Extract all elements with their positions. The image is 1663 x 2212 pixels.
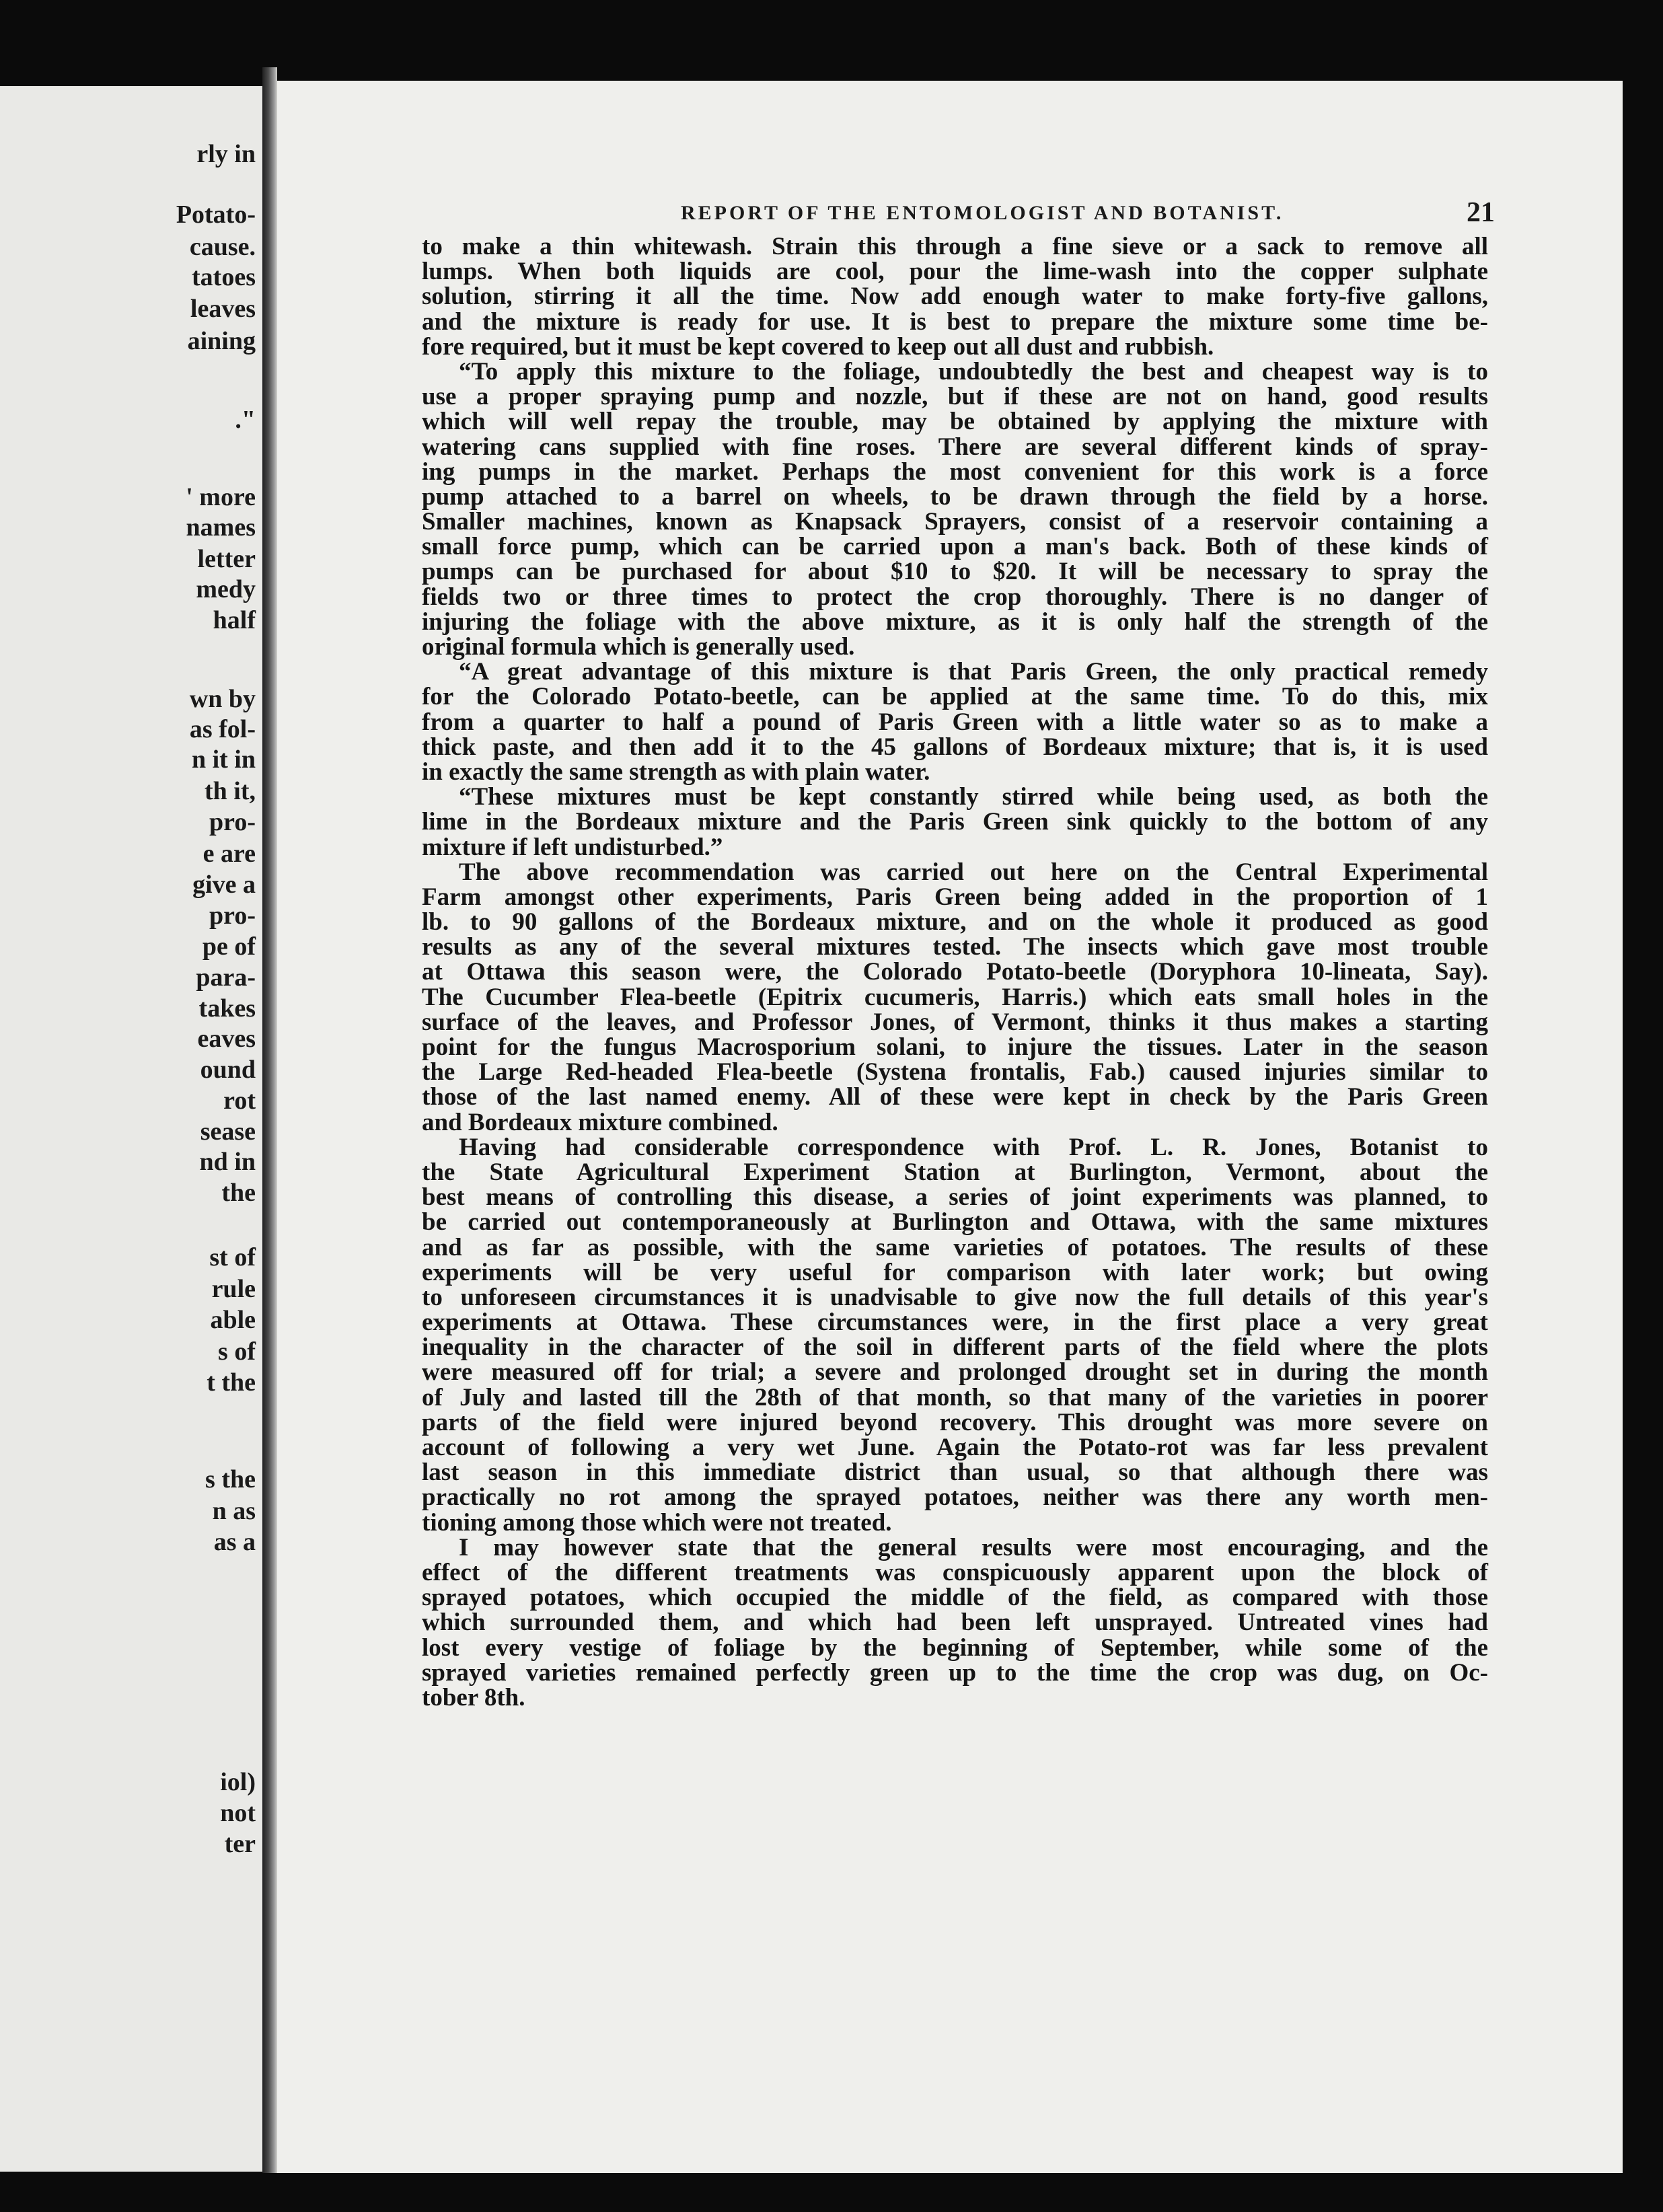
book-gutter	[262, 67, 277, 2173]
running-head: REPORT OF THE ENTOMOLOGIST AND BOTANIST.	[681, 202, 1284, 224]
body-text	[422, 234, 1488, 1710]
text-line: tioning among those which were not treated.	[422, 1508, 892, 1537]
left-page-fragment: eaves	[197, 1025, 256, 1053]
left-page-fragment: s of	[218, 1337, 256, 1366]
text-line: effect of the different treatments was conspicuously apparent upon the block of	[422, 1558, 1488, 1586]
left-page-fragment: th it,	[205, 777, 256, 805]
text-line: inequality in the character of the soil in different parts of the field where the plots	[422, 1333, 1488, 1362]
text-line: at Ottawa this season were, the Colorado Potato-beetle (Doryphora 10-lineata, Say).	[422, 958, 1488, 986]
left-page-fragment: e are	[202, 840, 256, 868]
text-line: pumps can be purchased for about $10 to $20. It will be necessary to spray the	[422, 558, 1488, 586]
left-page-fragment: n as	[212, 1497, 256, 1525]
left-page-fragment: rot	[223, 1086, 256, 1115]
text-line: solution, stirring it all the time. Now add enough water to make forty-five gallons,	[422, 283, 1488, 311]
text-line: experiments at Ottawa. These circumstances were, in the first place a very great	[422, 1308, 1488, 1337]
left-page-fragment: ter	[224, 1830, 256, 1858]
left-page-fragment: s the	[205, 1465, 256, 1494]
text-line: sprayed potatoes, which occupied the middle of the field, as compared with those	[422, 1584, 1488, 1612]
previous-page-strip	[0, 86, 262, 2172]
left-page-fragment: ."	[235, 406, 256, 434]
left-page-fragment: leaves	[190, 295, 256, 323]
text-line: lumps. When both liquids are cool, pour the lime-wash into the copper sulphate	[422, 258, 1488, 286]
text-line: The above recommendation was carried out here on the Central Experimental	[459, 858, 1488, 886]
text-line: in exactly the same strength as with plain water.	[422, 758, 930, 786]
text-line: experiments will be very useful for comparison with later work; but owing	[422, 1258, 1488, 1286]
left-page-fragment: letter	[197, 545, 256, 573]
text-line: original formula which is generally used.	[422, 633, 855, 661]
left-page-fragment: able	[210, 1306, 256, 1334]
left-page-fragment: the	[221, 1179, 256, 1207]
text-line: “These mixtures must be kept constantly stirred while being used, as both the	[459, 783, 1488, 811]
left-page-fragment: pro-	[209, 901, 256, 930]
left-page-fragment: as fol-	[189, 715, 256, 743]
text-line: ing pumps in the market. Perhaps the most convenient for this work is a force	[422, 457, 1488, 486]
left-page-fragment: ' more	[186, 483, 256, 511]
left-page-fragment: rly in	[196, 140, 256, 168]
text-line: Having had considerable correspondence with Prof. L. R. Jones, Botanist to	[459, 1133, 1488, 1161]
left-page-fragment: takes	[198, 994, 256, 1023]
text-line: sprayed varieties remained perfectly green up to the time the crop was dug, on Oc-	[422, 1658, 1488, 1687]
text-line: fore required, but it must be kept covered to keep out all dust and rubbish.	[422, 332, 1214, 361]
text-line: parts of the field were injured beyond recovery. This drought was more severe on	[422, 1408, 1488, 1436]
left-page-fragment: nd in	[199, 1148, 256, 1176]
left-page-fragment: rule	[211, 1275, 256, 1303]
text-line: small force pump, which can be carried upon a man's back. Both of these kinds of	[422, 533, 1488, 561]
left-page-fragment: ound	[200, 1056, 256, 1084]
text-line: injuring the foliage with the above mixture, as it is only half the strength of the	[422, 607, 1488, 636]
left-page-fragment: tatoes	[192, 263, 256, 291]
text-line: practically no rot among the sprayed potatoes, neither was there any worth men-	[422, 1483, 1488, 1512]
text-line: The Cucumber Flea-beetle (Epitrix cucumeris, Harris.) which eats small holes in the	[422, 983, 1488, 1011]
left-page-fragment: sease	[200, 1117, 256, 1146]
left-page-fragment: Potato-	[176, 200, 256, 229]
text-line: lime in the Bordeaux mixture and the Paris Green sink quickly to the bottom of any	[422, 808, 1488, 836]
text-line: Smaller machines, known as Knapsack Sprayers, consist of a reservoir containing a	[422, 508, 1488, 536]
text-line: to unforeseen circumstances it is unadvisable to give now the full details of this year's	[422, 1283, 1488, 1311]
text-line: those of the last named enemy. All of these were kept in check by the Paris Green	[422, 1083, 1488, 1111]
left-page-fragment: not	[220, 1799, 256, 1827]
left-page-fragment: st of	[209, 1243, 256, 1271]
left-page-fragment: t the	[207, 1368, 256, 1397]
left-page-fragment: pe of	[202, 932, 256, 961]
left-page-fragment: n it in	[191, 745, 256, 774]
left-page-fragment: iol)	[220, 1768, 256, 1796]
left-page-fragment: medy	[196, 575, 256, 603]
text-line: of July and lasted till the 28th of that month, so that many of the varieties in poorer	[422, 1383, 1488, 1411]
left-page-fragment: names	[186, 513, 256, 542]
text-line: I may however state that the general results were most encouraging, and the	[459, 1533, 1488, 1561]
text-line: pump attached to a barrel on wheels, to be drawn through the field by a horse.	[422, 482, 1488, 511]
text-line: from a quarter to half a pound of Paris Green with a little water so as to make a	[422, 708, 1488, 736]
text-line: lb. to 90 gallons of the Bordeaux mixture, and on the whole it produced as good	[422, 908, 1488, 936]
left-page-fragment: as a	[213, 1528, 256, 1556]
text-line: be carried out contemporaneously at Burlington and Ottawa, with the same mixtures	[422, 1208, 1488, 1237]
text-line: the Large Red-headed Flea-beetle (Systena frontalis, Fab.) caused injuries similar to	[422, 1058, 1488, 1086]
left-page-fragment: cause.	[189, 233, 256, 261]
text-line: mixture if left undisturbed.”	[422, 833, 723, 861]
text-line: and as far as possible, with the same varieties of potatoes. The results of these	[422, 1233, 1488, 1261]
page-number: 21	[1467, 197, 1495, 228]
left-page-fragment: pro-	[209, 808, 256, 836]
left-page-fragment: wn by	[189, 685, 256, 713]
text-line: were measured off for trial; a severe and prolonged drought set in during the month	[422, 1358, 1488, 1387]
document-page	[277, 81, 1623, 2173]
text-line: and the mixture is ready for use. It is best to prepare the mixture some time be-	[422, 307, 1488, 336]
left-page-fragment: aining	[187, 327, 256, 355]
text-line: “To apply this mixture to the foliage, undoubtedly the best and cheapest way is to	[459, 357, 1488, 385]
text-line: “A great advantage of this mixture is that Paris Green, the only practical remedy	[459, 658, 1488, 686]
left-page-fragment: para-	[196, 963, 256, 992]
text-line: thick paste, and then add it to the 45 gallons of Bordeaux mixture; that is, it is used	[422, 733, 1488, 761]
text-line: watering cans supplied with fine roses. There are several different kinds of spray-	[422, 433, 1488, 461]
text-line: for the Colorado Potato-beetle, can be applied at the same time. To do this, mix	[422, 683, 1488, 711]
text-line: lost every vestige of foliage by the beginning of September, while some of the	[422, 1633, 1488, 1662]
text-line: best means of controlling this disease, a series of joint experiments was planned, to	[422, 1183, 1488, 1212]
text-line: to make a thin whitewash. Strain this through a fine sieve or a sack to remove all	[422, 233, 1488, 260]
text-line: account of following a very wet June. Again the Potato-rot was far less prevalent	[422, 1434, 1488, 1461]
left-page-fragment: give a	[192, 871, 256, 899]
text-line: the State Agricultural Experiment Station at Burlington, Vermont, about the	[422, 1158, 1488, 1186]
text-line: results as any of the several mixtures tested. The insects which gave most trouble	[422, 933, 1488, 961]
text-line: tober 8th.	[422, 1683, 525, 1711]
text-line: Farm amongst other experiments, Paris Green being added in the proportion of 1	[422, 883, 1488, 911]
text-line: surface of the leaves, and Professor Jones, of Vermont, thinks it thus makes a starting	[422, 1008, 1488, 1036]
text-line: last season in this immediate district than usual, so that although there was	[422, 1459, 1488, 1487]
text-line: which will well repay the trouble, may be obtained by applying the mixture with	[422, 408, 1488, 436]
left-page-fragment: half	[213, 606, 256, 634]
text-line: fields two or three times to protect the crop thoroughly. There is no danger of	[422, 583, 1488, 611]
text-line: point for the fungus Macrosporium solani, to injure the tissues. Later in the season	[422, 1033, 1488, 1061]
text-line: and Bordeaux mixture combined.	[422, 1108, 778, 1136]
text-line: which surrounded them, and which had been left unsprayed. Untreated vines had	[422, 1609, 1488, 1637]
text-line: use a proper spraying pump and nozzle, but if these are not on hand, good results	[422, 383, 1488, 411]
